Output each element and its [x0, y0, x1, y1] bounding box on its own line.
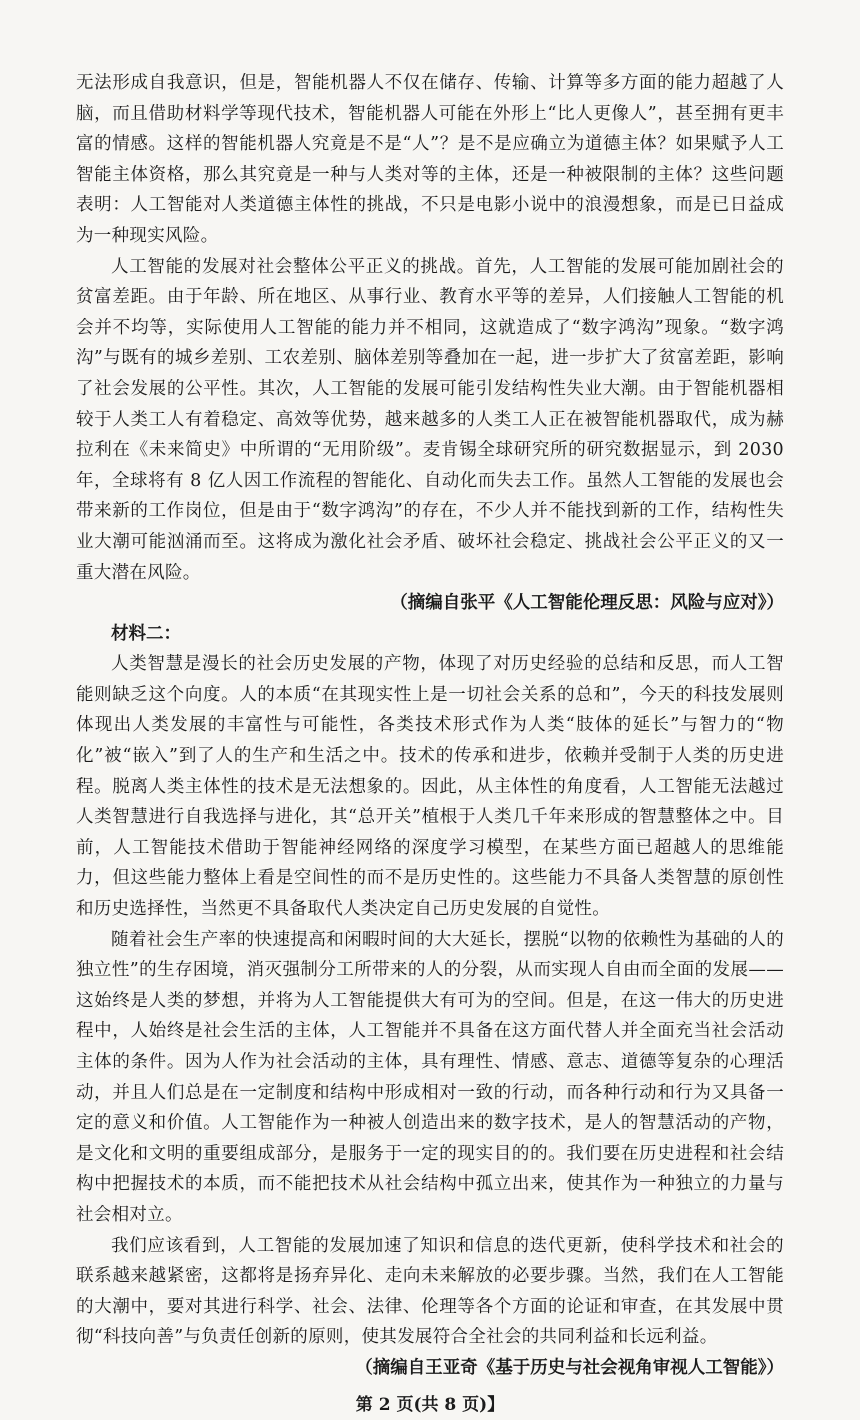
source-citation-material-two: （摘编自王亚奇《基于历史与社会视角审视人工智能》）	[355, 1357, 784, 1378]
page-number: 第 2 页(共 8 页)】	[355, 1394, 505, 1415]
paragraph-human-wisdom: 人类智慧是漫长的社会历史发展的产物，体现了对历史经验的总结和反思，而人工智能则缺乏这个向度。人的本质“在其现实性上是一切社会关系的总和”，今天的科技发展则体现出人类发展的丰富性与可能性，各类技术形式作为人类“肢体的延长”与智力的“物化”被“嵌入”到了人的生产和生活之中。技术的传承和进步，依赖并受制于人类的历史进程。脱离人类主体性的技术是无法想象的。因此，从主体性的角度看，人工智能无法越过人类智慧进行自我选择与进化，其“总开关”植根于人类几千年来形成的智慧整体之中。目前，人工智能技术借助于智能神经网络的深度学习模型，在某些方面已超越人的思维能力，但这些能力整体上看是空间性的而不是历史性的。这些能力不具备人类智慧的原创性和历史选择性，当然更不具备取代人类决定自己历史发展的自觉性。	[76, 654, 784, 920]
paragraph-continuation: 无法形成自我意识，但是，智能机器人不仅在储存、传输、计算等多方面的能力超越了人脑，而且借助材料学等现代技术，智能机器人可能在外形上“比人更像人”，甚至拥有更丰富的情感。这样的智能机器人究竟是不是“人”？是不是应确立为道德主体？如果赋予人工智能主体资格，那么其究竟是一种与人类对等的主体，还是一种被限制的主体？这些问题表明：人工智能对人类道德主体性的挑战，不只是电影小说中的浪漫想象，而是已日益成为一种现实风险。	[76, 73, 784, 246]
source-citation-material-one: （摘编自张平《人工智能伦理反思：风险与应对》）	[390, 593, 784, 614]
material-two-heading: 材料二：	[111, 623, 181, 644]
paragraph-social-justice: 人工智能的发展对社会整体公平正义的挑战。首先，人工智能的发展可能加剧社会的贫富差距。由于年龄、所在地区、从事行业、教育水平等的差异，人们接触人工智能的机会并不均等，实际使用人工智能的能力并不相同，这就造成了“数字鸿沟”现象。“数字鸿沟”与既有的城乡差别、工农差别、脑体差别等叠加在一起，进一步扩大了贫富差距，影响了社会发展的公平性。其次，人工智能的发展可能引发结构性失业大潮。由于智能机器相较于人类工人有着稳定、高效等优势，越来越多的人类工人正在被智能机器取代，成为赫拉利在《未来简史》中所谓的“无用阶级”。麦肯锡全球研究所的研究数据显示，到 2030 年，全球将有 8 亿人因工作流程的智能化、自动化而失去工作。虽然人工智能的发展也会带来新的工作岗位，但是由于“数字鸿沟”的存在，不少人并不能找到新的工作，结构性失业大潮可能汹涌而至。这将成为激化社会矛盾、破坏社会稳定、挑战社会公平正义的又一重大潜在风险。	[76, 256, 784, 583]
paragraph-social-production: 随着社会生产率的快速提高和闲暇时间的大大延长，摆脱“以物的依赖性为基础的人的独立性”的生存困境，消灭强制分工所带来的人的分裂，从而实现人自由而全面的发展——这始终是人类的梦想，并将为人工智能提供大有可为的空间。但是，在这一伟大的历史进程中，人始终是社会生活的主体，人工智能并不具备在这方面代替人并全面充当社会活动主体的条件。因为人作为社会活动的主体，具有理性、情感、意志、道德等复杂的心理活动，并且人们总是在一定制度和结构中形成相对一致的行动，而各种行动和行为又具备一定的意义和价值。人工智能作为一种被人创造出来的数字技术，是人的智慧活动的产物，是文化和文明的重要组成部分，是服务于一定的现实目的的。我们要在历史进程和社会结构中把握技术的本质，而不能把技术从社会结构中孤立出来，使其作为一种独立的力量与社会相对立。	[76, 929, 784, 1225]
paragraph-conclusion: 我们应该看到，人工智能的发展加速了知识和信息的迭代更新，使科学技术和社会的联系越来越紧密，这都将是扬弃异化、走向未来解放的必要步骤。当然，我们在人工智能的大潮中，要对其进行科学、社会、法律、伦理等各个方面的论证和审查，在其发展中贯彻“科技向善”与负责任创新的原则，使其发展符合全社会的共同利益和长远利益。	[76, 1235, 784, 1348]
